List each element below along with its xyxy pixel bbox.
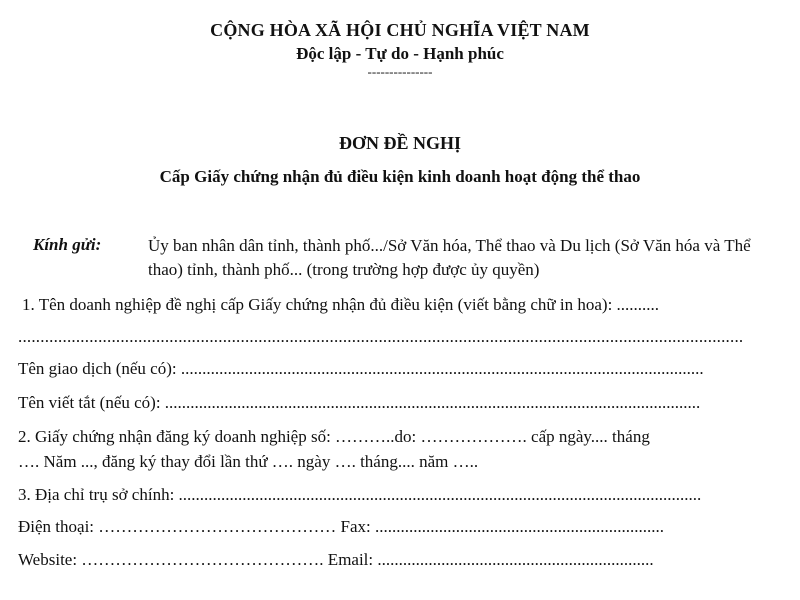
field-business-name: 1. Tên doanh nghiệp đề nghị cấp Giấy chứng nhận đủ điều kiện (viết bằng chữ in hoa): .......... <box>22 295 660 314</box>
field-business-name-continuation: ................................................................................................................................................................... <box>18 327 744 346</box>
recipient-text: Ủy ban nhân dân tỉnh, thành phố.../Sở Văn hóa, Thể thao và Du lịch (Sở Văn hóa và Thể thao) tỉnh, thành phố... (trong trường hợp được ủy quyền) <box>148 236 751 279</box>
field-trade-name: Tên giao dịch (nếu có): ........................................................................................................................... <box>18 359 704 378</box>
national-title: CỘNG HÒA XÃ HỘI CHỦ NGHĨA VIỆT NAM <box>210 20 590 40</box>
field-registration-line2: …. Năm ..., đăng ký thay đổi lần thứ …. ngày …. tháng.... năm ….. <box>18 452 479 471</box>
field-head-office-address: 3. Địa chỉ trụ sở chính: ........................................................................................................................... <box>18 485 702 504</box>
header-rule: --------------- <box>367 64 433 79</box>
field-abbreviation: Tên viết tắt (nếu có): .............................................................................................................................. <box>18 393 701 412</box>
field-registration-line1: 2. Giấy chứng nhận đăng ký doanh nghiệp số: ………..do: ………………. cấp ngày.... tháng <box>18 427 650 446</box>
field-website-email: Website: ……………………………………. Email: ................................................................. <box>18 550 654 569</box>
field-phone-fax: Điện thoại: …………………………………… Fax: .................................................................... <box>18 517 664 536</box>
recipient-label: Kính gửi: <box>33 235 102 254</box>
document-subtitle: Cấp Giấy chứng nhận đủ điều kiện kinh doanh hoạt động thể thao <box>159 167 641 186</box>
document-title: ĐƠN ĐỀ NGHỊ <box>338 133 461 153</box>
national-motto: Độc lập - Tự do - Hạnh phúc <box>296 44 504 63</box>
